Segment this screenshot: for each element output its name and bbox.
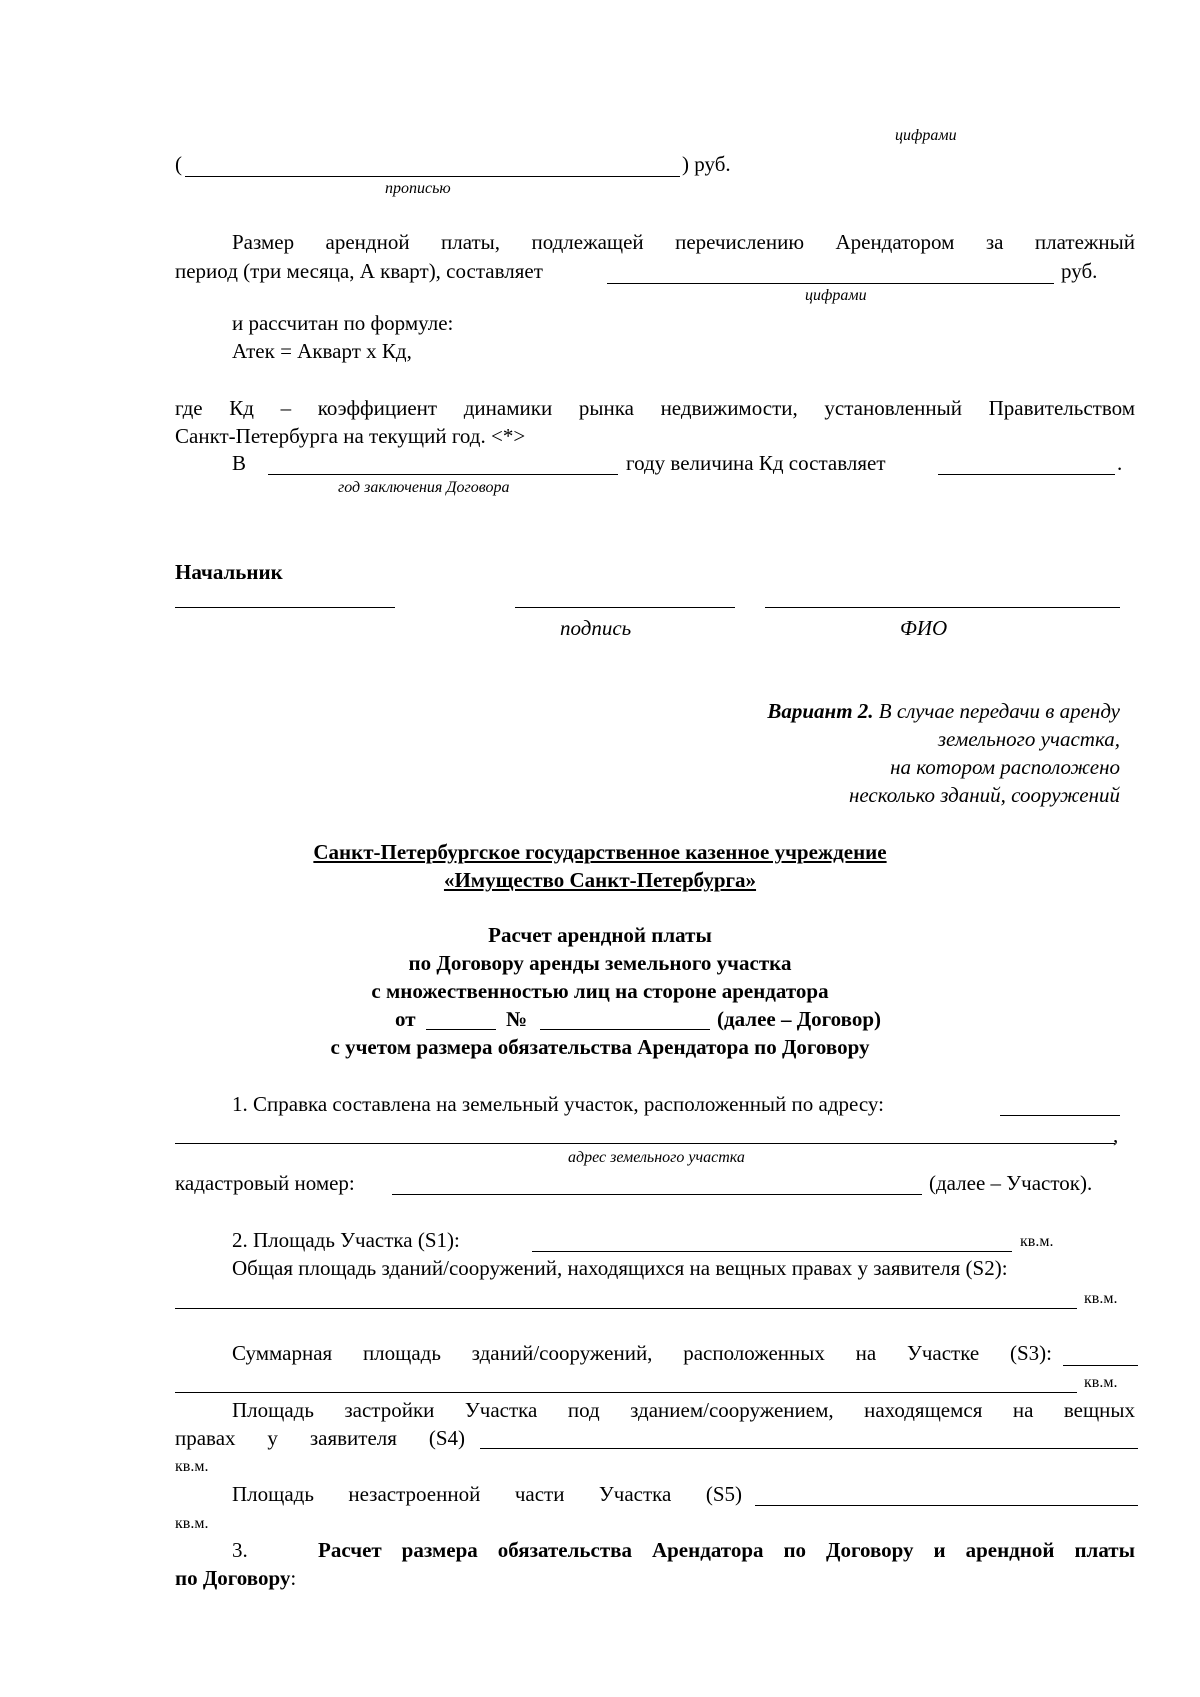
s5-unit: кв.м. <box>175 1515 209 1532</box>
section-1-text: 1. Справка составлена на земельный участок, расположенный по адресу: <box>232 1092 884 1116</box>
address-comma: , <box>1113 1123 1119 1147</box>
position-title: Начальник <box>175 560 283 584</box>
s3-label: Суммарная площадь зданий/сооружений, расположенных на Участке (S3): <box>232 1341 1052 1365</box>
contract-date-line <box>426 1029 496 1030</box>
section-3-number: 3. <box>232 1538 248 1562</box>
rub-suffix: ) руб. <box>682 152 731 176</box>
s2-label: Общая площадь зданий/сооружений, находящихся на вещных правах у заявителя (S2): <box>232 1256 1008 1280</box>
amount-words-line <box>185 176 680 177</box>
signature-line <box>515 607 735 608</box>
heading-line-1: Расчет арендной платы <box>488 923 712 947</box>
s1-label: 2. Площадь Участка (S1): <box>232 1228 460 1252</box>
section-3-text-2-end: : <box>290 1566 297 1590</box>
rent-line-1: Размер арендной платы, подлежащей перечислению Арендатором за платежный <box>232 230 1135 254</box>
section-3-text-1: Расчет размера обязательства Арендатора по Договору и арендной платы <box>318 1538 1135 1562</box>
contract-year-line <box>268 474 618 475</box>
heading-number-sign: № <box>506 1007 528 1031</box>
formula-intro: и рассчитан по формуле: <box>232 311 454 335</box>
variant-line-4: несколько зданий, сооружений <box>848 783 1120 807</box>
name-line <box>765 607 1120 608</box>
kd-prefix: В <box>232 451 247 475</box>
s4-prefix: правах у заявителя (S4) <box>175 1426 465 1450</box>
variant-line-1-rest: В случае передачи в аренду <box>873 699 1120 723</box>
cadastral-suffix: (далее – Участок). <box>929 1171 1093 1195</box>
section-3-text-2-bold: по Договору <box>175 1566 291 1590</box>
heading-line-5: с учетом размера обязательства Арендатора по Договору <box>330 1035 870 1059</box>
heading-from: от <box>395 1007 416 1031</box>
kd-line-2: Санкт-Петербурга на текущий год. <*> <box>175 424 526 448</box>
variant-line-2: земельного участка, <box>937 727 1120 751</box>
rent-rub: руб. <box>1061 259 1098 283</box>
heading-line-2: по Договору аренды земельного участка <box>408 951 792 975</box>
variant-line-1 <box>767 701 1120 722</box>
s2-unit: кв.м. <box>1084 1290 1118 1307</box>
org-name-line-2: «Имущество Санкт-Петербурга» <box>443 868 757 892</box>
year-caption: год заключения Договора <box>338 479 510 496</box>
s3-unit: кв.м. <box>1084 1374 1118 1391</box>
formula: Атек = Акварт х Кд, <box>232 339 412 363</box>
title-line <box>175 607 395 608</box>
s1-value-line <box>532 1251 1012 1252</box>
digits-caption: цифрами <box>895 127 957 144</box>
rent-line-2-prefix: период (три месяца, А кварт), составляет <box>175 259 543 283</box>
org-name-line-1: Санкт-Петербургское государственное казенное учреждение <box>313 840 887 864</box>
address-line-1 <box>1000 1115 1120 1116</box>
cadastral-number-line <box>392 1194 922 1195</box>
s3-value-line-1 <box>1063 1365 1138 1366</box>
kd-value-line <box>938 474 1115 475</box>
name-caption: ФИО <box>900 616 948 640</box>
kd-line-1: где Кд – коэффициент динамики рынка недвижимости, установленный Правительством <box>175 396 1135 420</box>
cadastral-prefix: кадастровый номер: <box>175 1171 355 1195</box>
s2-value-line <box>175 1308 1077 1309</box>
rent-digits-caption: цифрами <box>805 287 867 304</box>
s5-prefix: Площадь незастроенной части Участка (S5) <box>232 1482 742 1506</box>
heading-line-3: с множественностью лиц на стороне арендатора <box>371 979 829 1003</box>
s1-unit: кв.м. <box>1020 1233 1054 1250</box>
words-caption: прописью <box>385 180 451 197</box>
variant-number: Вариант 2. <box>767 699 874 723</box>
s4-line-1: Площадь застройки Участка под зданием/сооружением, находящемся на вещных <box>232 1398 1135 1422</box>
signature-caption: подпись <box>560 616 632 640</box>
kd-middle: году величина Кд составляет <box>626 451 886 475</box>
section-3-text-2 <box>175 1568 296 1589</box>
s3-value-line-2 <box>175 1392 1077 1393</box>
variant-line-3: на котором расположено <box>890 755 1120 779</box>
s4-value-line <box>480 1448 1138 1449</box>
open-paren: ( <box>175 152 182 176</box>
kd-end: . <box>1117 451 1123 475</box>
rent-amount-line <box>607 283 1054 284</box>
address-line-2 <box>175 1143 1115 1144</box>
s5-value-line <box>755 1505 1138 1506</box>
address-caption: адрес земельного участка <box>568 1149 745 1166</box>
contract-number-line <box>540 1029 710 1030</box>
heading-after: (далее – Договор) <box>717 1007 882 1031</box>
s4-unit: кв.м. <box>175 1458 209 1475</box>
